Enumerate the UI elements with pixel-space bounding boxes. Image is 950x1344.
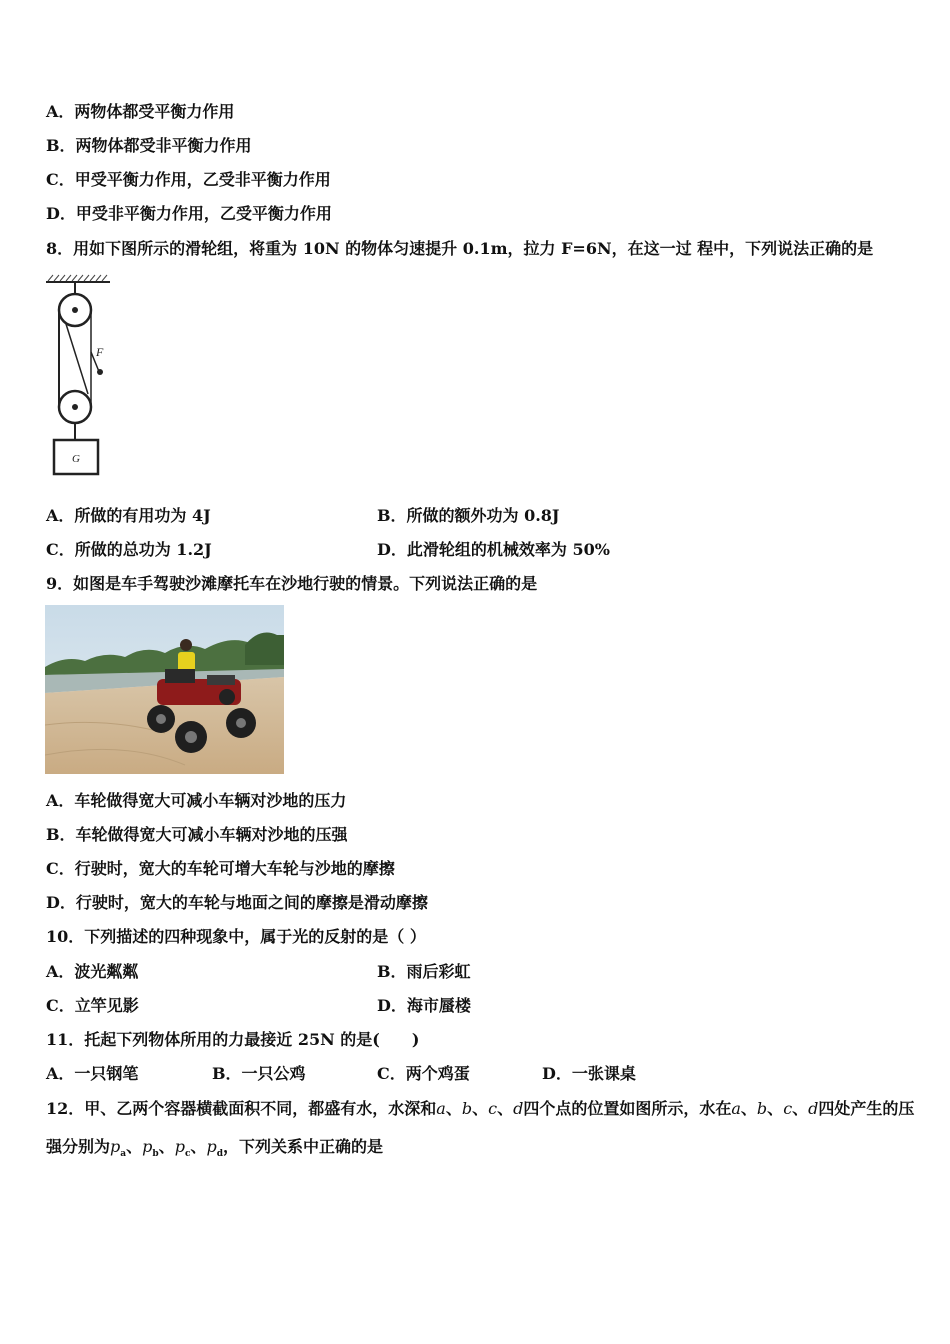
q9-option-a: A．车轮做得宽大可减小车辆对沙地的压力 — [46, 791, 347, 810]
rider-head — [180, 639, 192, 651]
q11-option-b: B．一只公鸡 — [212, 1064, 306, 1083]
q10-option-d: D．海市蜃楼 — [377, 996, 471, 1015]
q7-option-a: A．两物体都受平衡力作用 — [46, 102, 235, 121]
q7-option-c: C．甲受平衡力作用，乙受非平衡力作用 — [46, 170, 331, 189]
pulley-figure — [44, 272, 114, 482]
q7-option-b: B．两物体都受非平衡力作用 — [46, 136, 252, 155]
ceiling-hatch — [48, 275, 107, 281]
q8-option-c: C．所做的总功为 1.2J — [46, 540, 212, 559]
q12-stem-line2: 强分别为$p_a$、$p_b$、$p_c$、$p_d$，下列关系中正确的是 — [46, 1137, 383, 1160]
q9-option-c: C．行驶时，宽大的车轮可增大车轮与沙地的摩擦 — [46, 859, 395, 878]
q11-option-a: A．一只钢笔 — [46, 1064, 139, 1083]
q10-stem: 10．下列描述的四种现象中，属于光的反射的是（ ） — [46, 927, 426, 946]
q10-option-b: B．雨后彩虹 — [377, 962, 471, 981]
rope-diagonal — [66, 324, 88, 394]
q11-stem: 11．托起下列物体所用的力最接近 25N 的是( ) — [46, 1030, 420, 1049]
q10-option-a: A．波光粼粼 — [46, 962, 139, 981]
q8-option-a: A．所做的有用功为 4J — [46, 506, 211, 525]
q9-option-d: D．行驶时，宽大的车轮与地面之间的摩擦是滑动摩擦 — [46, 893, 428, 912]
q12-stem-line1: 12．甲、乙两个容器横截面积不同，都盛有水，水深和a、b、c、d四个点的位置如图所示，水在a、b、c、d四处产生的压 — [46, 1099, 915, 1118]
q7-option-d: D．甲受非平衡力作用，乙受平衡力作用 — [46, 204, 332, 223]
q11-option-c: C．两个鸡蛋 — [377, 1064, 470, 1083]
q9-option-b: B．车轮做得宽大可减小车辆对沙地的压强 — [46, 825, 348, 844]
q8-option-b: B．所做的额外功为 0.8J — [377, 506, 560, 525]
q8-option-d: D．此滑轮组的机械效率为 50% — [377, 540, 610, 559]
force-label: F — [96, 345, 104, 359]
q11-option-d: D．一张课桌 — [542, 1064, 636, 1083]
q9-stem: 9．如图是车手驾驶沙滩摩托车在沙地行驶的情景。下列说法正确的是 — [46, 574, 538, 593]
weight-label: G — [72, 453, 80, 465]
q10-option-c: C．立竿见影 — [46, 996, 139, 1015]
q8-stem: 8．用如下图所示的滑轮组，将重为 10N 的物体匀速提升 0.1m，拉力 F=6N，在这一过 程中，下列说法正确的是 — [46, 239, 874, 258]
atv-photo — [45, 605, 284, 774]
